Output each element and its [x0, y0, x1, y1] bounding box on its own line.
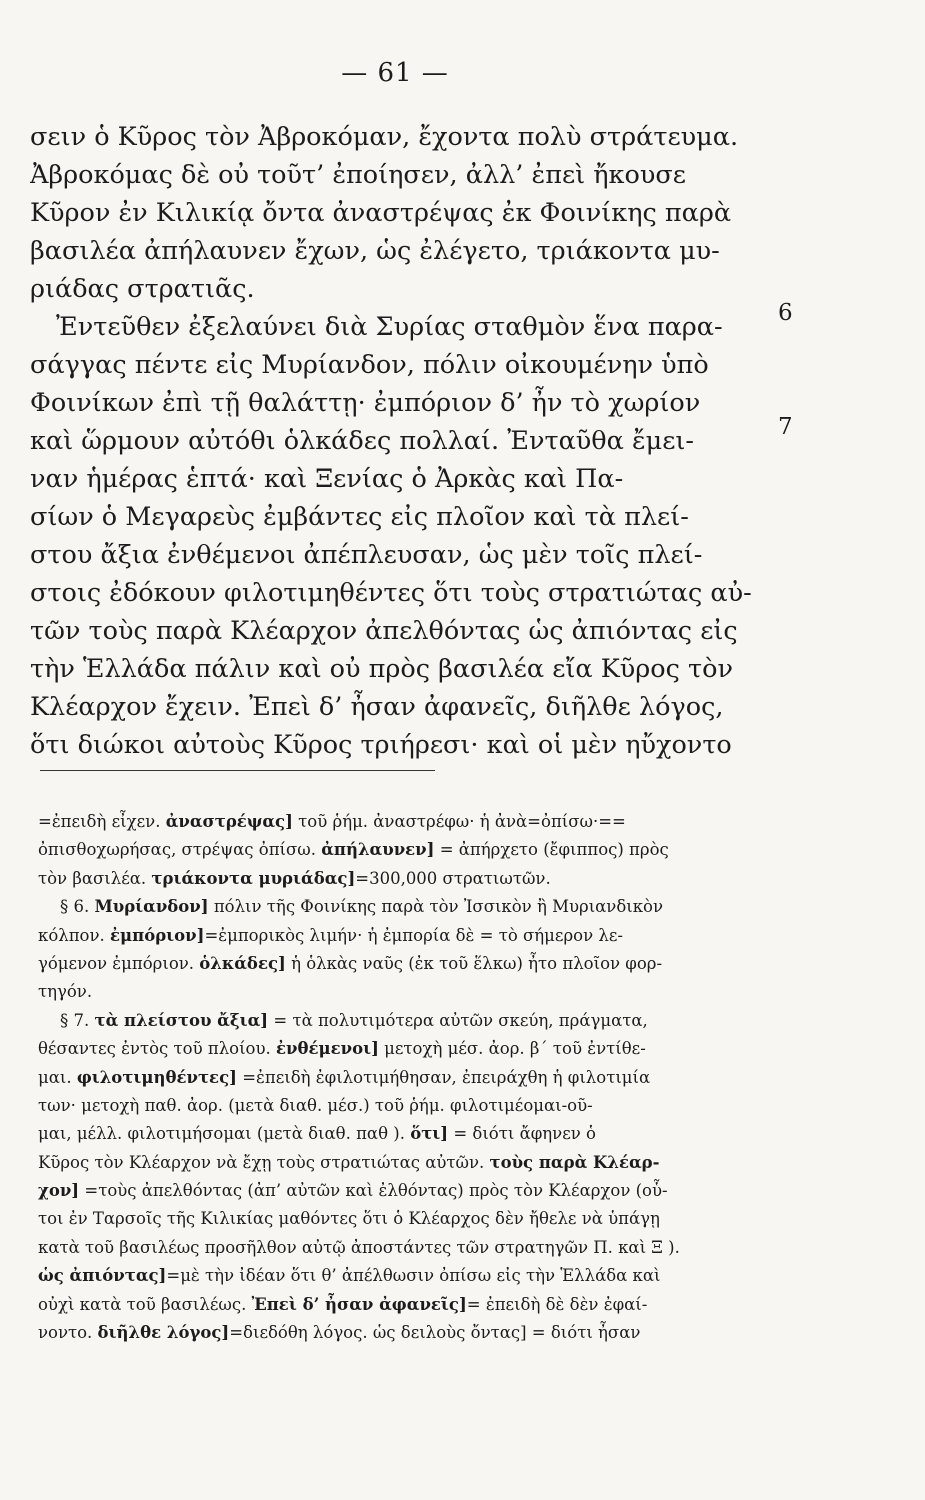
text-line: βασιλέα ἀπήλαυνεν ἔχων, ὡς ἐλέγετο, τριάκοντα μυ-: [30, 236, 720, 266]
text-line: ναν ἡμέρας ἑπτά· καὶ Ξενίας ὁ Ἀρκὰς καὶ Πα-: [30, 464, 624, 494]
text-line: τὴν Ἑλλάδα πάλιν καὶ οὐ πρὸς βασιλέα εἴα Κῦρος τὸν: [30, 654, 733, 684]
note-line: θέσαντες ἐντὸς τοῦ πλοίου. ἐνθέμενοι] μετοχὴ μέσ. ἀορ. β´ τοῦ ἐντίθε-: [38, 1039, 646, 1059]
text-line: Ἀβροκόμας δὲ οὐ τοῦτ’ ἐποίησεν, ἀλλ’ ἐπεὶ ἤκουσε: [30, 160, 686, 190]
note-line: =ἐπειδὴ εἶχεν. ἀναστρέψας] τοῦ ῥήμ. ἀναστρέφω· ἡ ἀνὰ=ὀπίσω·==: [38, 812, 626, 831]
note-line: νοντο. διῆλθε λόγος]=διεδόθη λόγος. ὡς δειλοὺς ὄντας] = διότι ἦσαν: [38, 1323, 641, 1343]
note-line: κατὰ τοῦ βασιλέως προσῆλθον αὐτῷ ἀποστάντες τῶν στρατηγῶν Π. καὶ Ξ ).: [38, 1237, 680, 1257]
note-line: κόλπον. ἐμπόριον]=ἐμπορικὸς λιμήν· ἡ ἐμπορία δὲ = τὸ σήμερον λε-: [38, 925, 623, 945]
note-line: § 6. Μυρίανδον] πόλιν τῆς Φοινίκης παρὰ τὸν Ἰσσικὸν ἢ Μυριανδικὸν: [60, 897, 664, 917]
note-line: χον] =τοὺς ἀπελθόντας (ἀπ’ αὐτῶν καὶ ἐλθόντας) πρὸς τὸν Κλέαρχον (οὗ-: [38, 1181, 668, 1201]
text-line: Κῦρον ἐν Κιλικίᾳ ὄντα ἀναστρέψας ἐκ Φοινίκης παρὰ: [30, 198, 732, 228]
note-line: τὸν βασιλέα. τριάκοντα μυριάδας]=300,000 στρατιωτῶν.: [38, 868, 551, 888]
text-line: καὶ ὥρμουν αὐτόθι ὁλκάδες πολλαί. Ἐνταῦθα ἔμει-: [30, 426, 695, 456]
main-text: [30, 118, 790, 764]
note-line: τοι ἐν Ταρσοῖς τῆς Κιλικίας μαθόντες ὅτι ὁ Κλέαρχος δὲν ἤθελε νὰ ὑπάγῃ: [38, 1209, 660, 1229]
footnote-divider: [40, 770, 435, 771]
text-line: ὅτι διώκοι αὐτοὺς Κῦρος τριήρεσι· καὶ οἱ μὲν ηὔχοντο: [30, 730, 732, 760]
text-line: σειν ὁ Κῦρος τὸν Ἀβροκόμαν, ἔχοντα πολὺ στράτευμα.: [30, 122, 739, 152]
note-line: γόμενον ἐμπόριον. ὁλκάδες] ἡ ὁλκὰς ναῦς (ἐκ τοῦ ἕλκω) ἦτο πλοῖον φορ-: [38, 953, 663, 973]
text-line: Ἐντεῦθεν ἐξελαύνει διὰ Συρίας σταθμὸν ἕνα παρα-: [56, 312, 723, 342]
text-line: Κλέαρχον ἔχειν. Ἐπεὶ δ’ ἦσαν ἀφανεῖς, διῆλθε λόγος,: [30, 692, 724, 722]
text-line: ριάδας στρατιᾶς.: [30, 274, 255, 304]
note-line: ὡς ἀπιόντας]=μὲ τὴν ἰδέαν ὅτι θ’ ἀπέλθωσιν ὀπίσω εἰς τὴν Ἑλλάδα καὶ: [38, 1266, 661, 1286]
text-line: στου ἄξια ἐνθέμενοι ἀπέπλευσαν, ὡς μὲν τοῖς πλεί-: [30, 540, 703, 570]
commentary-notes: [38, 808, 828, 1347]
section-number: 6: [778, 300, 793, 326]
note-line: των· μετοχὴ παθ. ἀορ. (μετὰ διαθ. μέσ.) τοῦ ῥήμ. φιλοτιμέομαι-οῦ-: [38, 1095, 593, 1115]
note-line: οὐχὶ κατὰ τοῦ βασιλέως. Ἐπεὶ δ’ ἦσαν ἀφανεῖς]= ἐπειδὴ δὲ δὲν ἐφαί-: [38, 1294, 648, 1314]
note-line: Κῦρος τὸν Κλέαρχον νὰ ἔχῃ τοὺς στρατιώτας αὐτῶν. τοὺς παρὰ Κλέαρ-: [38, 1152, 660, 1172]
section-number: 7: [778, 414, 793, 440]
text-line: τῶν τοὺς παρὰ Κλέαρχον ἀπελθόντας ὡς ἀπιόντας εἰς: [30, 616, 738, 646]
note-line: § 7. τὰ πλείστου ἄξια] = τὰ πολυτιμότερα αὐτῶν σκεύη, πράγματα,: [60, 1010, 648, 1030]
text-line: στοις ἐδόκουν φιλοτιμηθέντες ὅτι τοὺς στρατιώτας αὐ-: [30, 578, 752, 608]
text-line: σίων ὁ Μεγαρεὺς ἐμβάντες εἰς πλοῖον καὶ τὰ πλεί-: [30, 502, 689, 532]
note-line: τηγόν.: [38, 982, 93, 1002]
text-line: σάγγας πέντε εἰς Μυρίανδον, πόλιν οἰκουμένην ὑπὸ: [30, 350, 709, 380]
note-line: μαι. φιλοτιμηθέντες] =ἐπειδὴ ἐφιλοτιμήθησαν, ἐπειράχθη ἡ φιλοτιμία: [38, 1067, 651, 1087]
note-line: ὀπισθοχωρήσας, στρέψας ὀπίσω. ἀπήλαυνεν] = ἀπήρχετο (ἔφιππος) πρὸς: [38, 840, 669, 860]
note-line: μαι, μέλλ. φιλοτιμήσομαι (μετὰ διαθ. παθ ). ὅτι] = διότι ἄφηνεν ὁ: [38, 1124, 596, 1144]
text-line: Φοινίκων ἐπὶ τῇ θαλάττῃ· ἐμπόριον δ’ ἦν τὸ χωρίον: [30, 388, 701, 418]
page-number: — 61 —: [341, 58, 449, 88]
